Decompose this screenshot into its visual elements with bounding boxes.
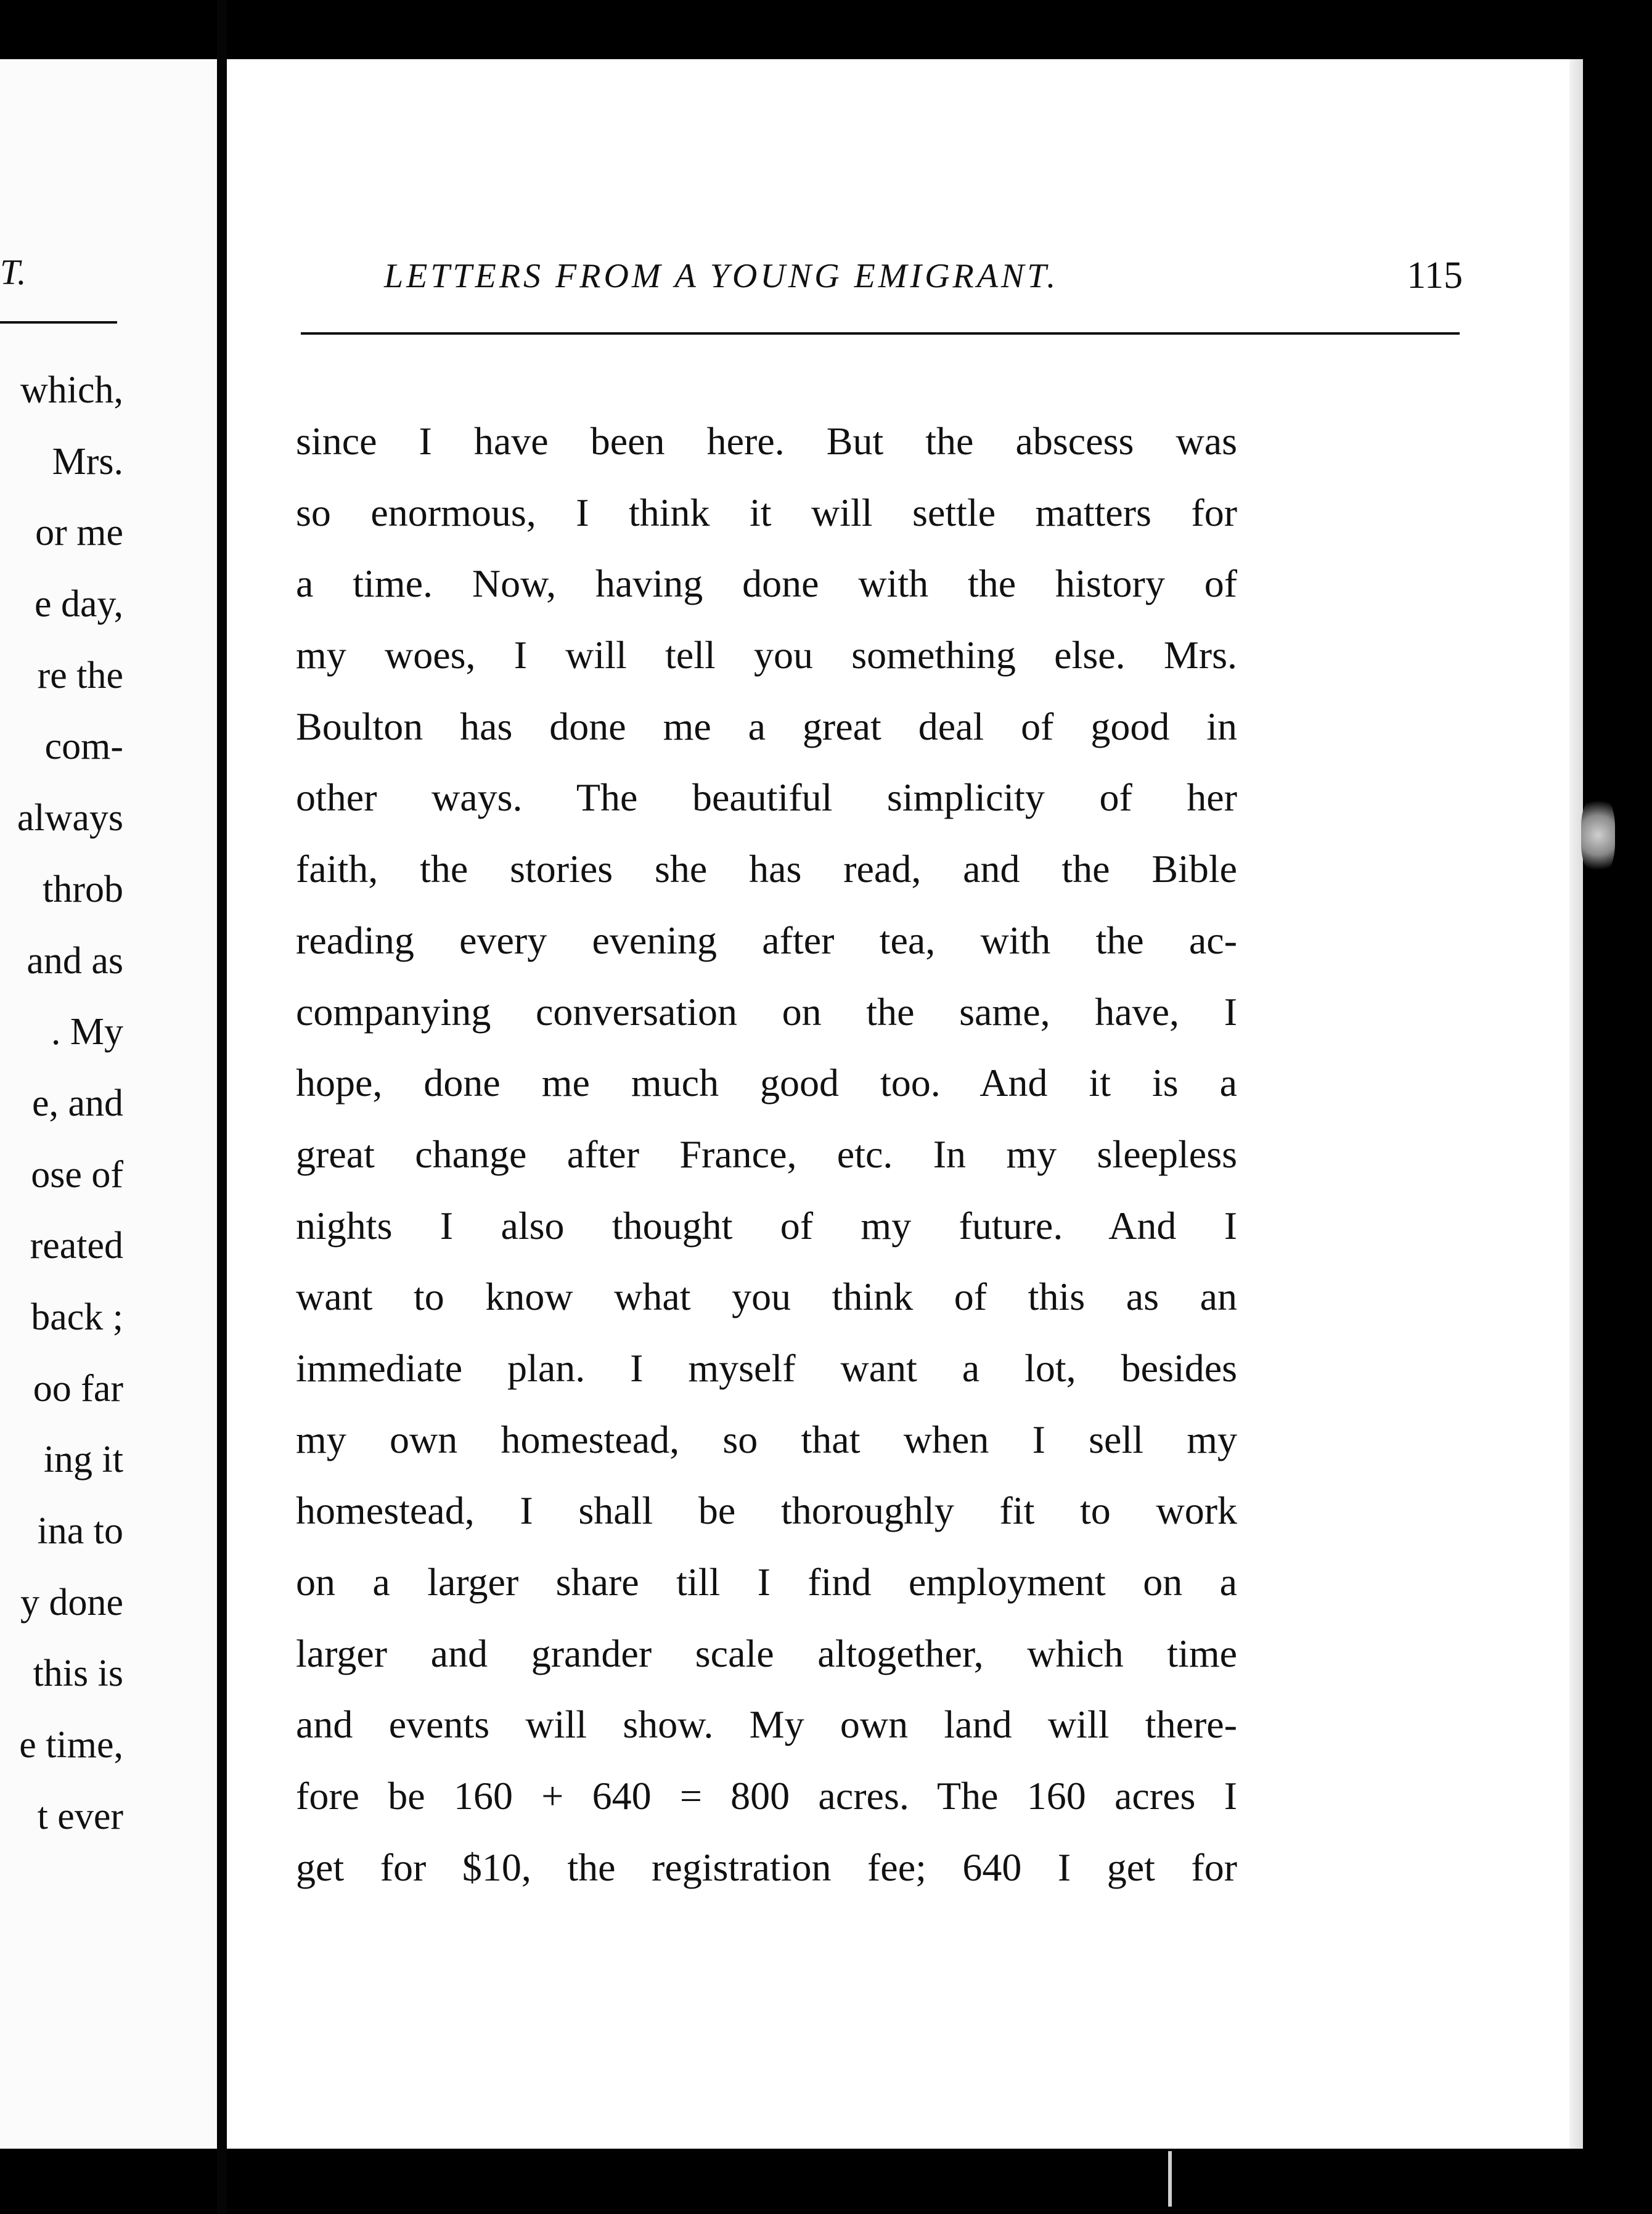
book-binding-gutter: [217, 0, 227, 2214]
page-number: 115: [1407, 255, 1463, 296]
text-line: companying conversation on the same, have, I: [296, 989, 1237, 1034]
text-line: on a larger share till I find employment on a: [296, 1560, 1237, 1604]
text-line: Boulton has done me a great deal of good in: [296, 704, 1237, 748]
scan-smudge: [1581, 795, 1615, 875]
text-line: nights I also thought of my future. And I: [296, 1203, 1237, 1248]
text-line: com-: [44, 725, 123, 768]
text-line: e day,: [34, 583, 123, 626]
text-line: hope, done me much good too. And it is a: [296, 1061, 1237, 1105]
scan-bottom-mark: [1168, 2151, 1172, 2207]
previous-running-head-fragment: T.: [0, 252, 27, 292]
text-line: e time,: [19, 1724, 123, 1767]
text-line: ose of: [31, 1153, 123, 1196]
text-line: ina to: [37, 1510, 123, 1552]
current-page: [227, 59, 1583, 2149]
text-line: back ;: [31, 1296, 123, 1338]
text-line: immediate plan. I myself want a lot, besides: [296, 1346, 1237, 1390]
page-body-text: [296, 406, 1237, 1903]
previous-page-text: [0, 355, 123, 1852]
previous-header-rule: [0, 321, 117, 324]
text-line: reated: [30, 1225, 123, 1267]
text-line: throb: [43, 868, 123, 910]
text-line: reading every evening after tea, with the ac-: [296, 918, 1237, 962]
text-line: which,: [20, 369, 123, 411]
text-line: Mrs.: [52, 440, 123, 483]
text-line: get for $10, the registration fee; 640 I get for: [296, 1845, 1237, 1889]
text-line: faith, the stories she has read, and the Bible: [296, 847, 1237, 891]
running-head: [384, 256, 1463, 312]
text-line: . My: [51, 1011, 123, 1053]
header-rule: [301, 332, 1460, 335]
text-line: t ever: [37, 1795, 123, 1837]
text-line: since I have been here. But the abscess was: [296, 419, 1237, 463]
text-line: my own homestead, so that when I sell my: [296, 1417, 1237, 1461]
previous-page-fragment: [0, 59, 217, 2149]
text-line: great change after France, etc. In my sleepless: [296, 1132, 1237, 1176]
text-line: so enormous, I think it will settle matters for: [296, 490, 1237, 534]
text-line: fore be 160 + 640 = 800 acres. The 160 acres I: [296, 1774, 1237, 1818]
text-line: homestead, I shall be thoroughly fit to work: [296, 1489, 1237, 1533]
text-line: a time. Now, having done with the history of: [296, 562, 1237, 606]
text-line: this is: [33, 1652, 123, 1695]
running-head-title: LETTERS FROM A YOUNG EMIGRANT.: [384, 257, 1059, 295]
text-line: y done: [20, 1581, 123, 1624]
text-line: or me: [35, 512, 123, 554]
text-line: ing it: [43, 1439, 123, 1481]
text-line: re the: [37, 654, 123, 696]
text-line: and as: [27, 939, 123, 982]
text-line: want to know what you think of this as an: [296, 1275, 1237, 1319]
text-line: my woes, I will tell you something else. Mrs.: [296, 633, 1237, 677]
page-edge-shadow: [1569, 59, 1583, 2149]
text-line: always: [17, 797, 123, 839]
text-line: oo far: [33, 1367, 123, 1410]
text-line: larger and grander scale altogether, which time: [296, 1631, 1237, 1675]
text-line: other ways. The beautiful simplicity of her: [296, 775, 1237, 820]
text-line: and events will show. My own land will there-: [296, 1702, 1237, 1747]
text-line: e, and: [31, 1082, 123, 1124]
